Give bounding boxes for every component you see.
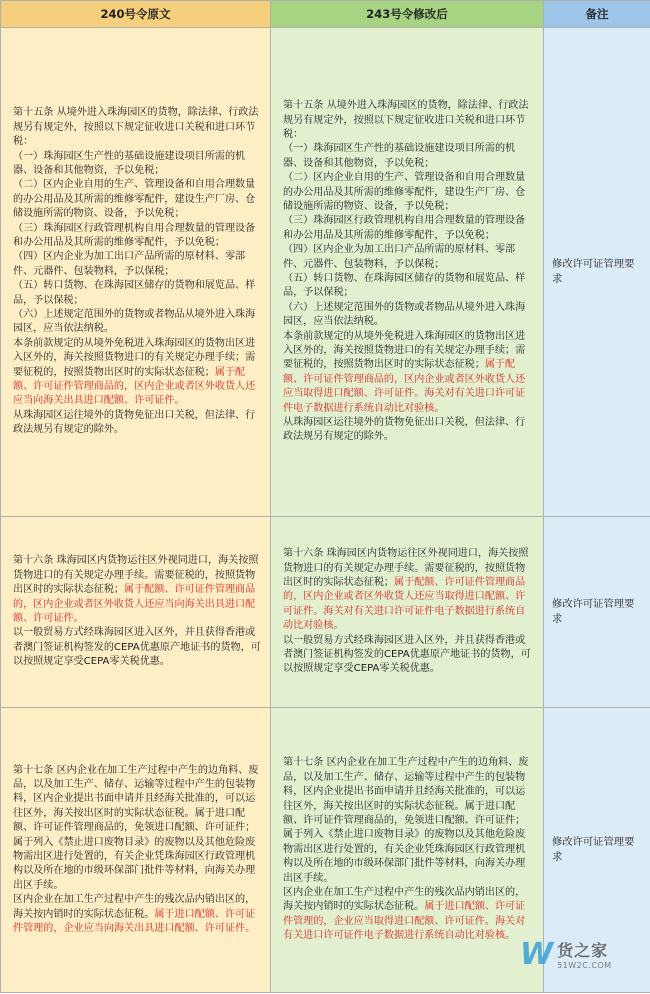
paragraph bbox=[13, 626, 261, 669]
original-text-cell bbox=[1, 28, 271, 517]
highlighted-text: 属于进口配额、许可证件管理的，企业应当取得进口配额、许可证件。海关对有关进口许可证件电子数据进行系统自动比对验核。 bbox=[283, 901, 526, 942]
clause-text: 第十六条 珠海园区内货物运往区外视同进口，海关按照货物进口的有关规定办理手续。需要征税的，按照货物出区时的实际状态征税； bbox=[283, 548, 529, 588]
cell-text bbox=[1, 106, 270, 437]
clause-text: （四）区内企业为加工出口产品所需的原材料、零部件、元器件、包装物料，予以保税； bbox=[13, 251, 246, 277]
clause-text: 区内企业在加工生产过程中产生的残次品内销出区的，海关按内销时的实际状态征税。 bbox=[13, 894, 256, 920]
cell-text bbox=[271, 547, 543, 677]
note-text: 修改许可证管理要求 bbox=[552, 258, 635, 285]
highlighted-text: 属于配额、许可证件管理商品的，区内企业或者区外收货人还应当取得进口配额、许可证件。海关对有关进口许可证件电子数据进行系统自动比对验核。 bbox=[283, 359, 526, 414]
paragraph bbox=[283, 547, 534, 633]
clause-text: （三）珠海园区行政管理机构自用合理数量的管理设备和办公用品及其所需的维修零配件，予以免税； bbox=[13, 222, 256, 248]
modified-text-cell bbox=[271, 28, 544, 517]
highlighted-text: 属于配额、许可证件管理商品的，区内企业或者区外收货人还应当向海关出具进口配额、许可证件。 bbox=[13, 584, 256, 624]
paragraph bbox=[13, 554, 261, 626]
clause-text: 第十七条 区内企业在加工生产过程中产生的边角料、废品，以及加工生产、储存、运输等过程中产生的包装物料，区内企业提出书面申请并且经海关批准的，可以运往区外，海关按出区时的实际状态征税。属于进口配额、许可证件管理商品的，免领进口配额、许可证件；属于列入《禁止进口废物目录》的废物以及其他危险废物需出区进行处置的，有关企业凭珠海园区行政管理机构以及所在地的市级环保部门批件等材料，向海关办理出区手续。 bbox=[283, 757, 529, 884]
paragraph bbox=[13, 308, 261, 337]
clause-text: （二）区内企业自用的生产、管理设备和自用合理数量的办公用品及其所需的维修零配件，建设生产厂房、仓储设施所需的物资、设备，予以免税； bbox=[283, 172, 526, 212]
clause-text: 本条前款规定的从境外免税进入珠海园区的货物出区进入区外的，海关按照货物进口的有关规定办理手续；需要征税的，按照货物出区时的实际状态征税； bbox=[13, 337, 256, 378]
clause-text: 第十五条 从境外进入珠海园区的货物，除法律、行政法规另有规定外，按照以下规定征收进口关税和进口环节税： bbox=[13, 107, 259, 148]
paragraph bbox=[13, 409, 261, 438]
header-modified: 243号令修改后 bbox=[271, 1, 544, 28]
clause-text: （六）上述规定范围外的货物或者物品从境外进入珠海园区，应当依法纳税。 bbox=[13, 309, 256, 335]
clause-text: （二）区内企业自用的生产、管理设备和自用合理数量的办公用品及其所需的维修零配件，建设生产厂房、仓储设施所需的物资、设备，予以免税； bbox=[13, 179, 256, 220]
clause-text: （四）区内企业为加工出口产品所需的原材料、零部件、元器件、包装物料，予以保税； bbox=[283, 244, 516, 270]
paragraph bbox=[283, 171, 534, 214]
clause-text: （六）上述规定范围外的货物或者物品从境外进入珠海园区，应当依法纳税。 bbox=[283, 301, 526, 328]
paragraph bbox=[13, 222, 261, 251]
paragraph bbox=[283, 330, 534, 416]
header-original: 240号令原文 bbox=[1, 1, 271, 28]
original-text-cell bbox=[1, 708, 271, 993]
clause-text: （一）珠海园区生产性的基础设施建设项目所需的机器、设备和其他物资，予以免税； bbox=[13, 150, 246, 176]
logo-name: 货之家 bbox=[557, 941, 609, 960]
clause-text: （五）转口货物、在珠海园区储存的货物和展览品、样品，予以保税； bbox=[283, 273, 526, 299]
table-row bbox=[1, 28, 650, 517]
table-row bbox=[1, 517, 650, 708]
paragraph bbox=[283, 301, 534, 330]
note-text: 修改许可证管理要求 bbox=[552, 598, 635, 625]
paragraph bbox=[283, 243, 534, 272]
highlighted-text: 属于进口配额、许可证件管理的，企业应当向海关出具进口配额、许可证件。 bbox=[13, 908, 256, 935]
clause-text: 第十七条 区内企业在加工生产过程中产生的边角料、废品，以及加工生产、储存、运输等过程中产生的包装物料，区内企业提出书面申请并且经海关批准的，可以运往区外，海关按出区时的实际状态征税。属于进口配额、许可证件管理商品的，免领进口配额、许可证件；属于列入《禁止进口废物目录》的废物以及其他危险废物需出区进行处置的，有关企业凭珠海园区行政管理机构以及所在地的市级环保部门批件等材料，向海关办理出区手续。 bbox=[13, 764, 259, 891]
paragraph bbox=[13, 893, 261, 936]
paragraph bbox=[283, 99, 534, 142]
header-row bbox=[1, 1, 650, 28]
note-cell bbox=[544, 517, 650, 708]
paragraph bbox=[283, 272, 534, 301]
paragraph bbox=[283, 886, 534, 944]
paragraph bbox=[13, 250, 261, 279]
modified-text-cell bbox=[271, 517, 544, 708]
cell-text bbox=[271, 99, 543, 445]
paragraph bbox=[283, 634, 534, 677]
clause-text: （三）珠海园区行政管理机构自用合理数量的管理设备和办公用品及其所需的维修零配件，予以免税； bbox=[283, 215, 526, 241]
paragraph bbox=[13, 178, 261, 221]
cell-text bbox=[271, 756, 543, 943]
paragraph bbox=[283, 416, 534, 445]
original-text-cell bbox=[1, 517, 271, 708]
logo-mark: W bbox=[520, 936, 554, 972]
note-cell bbox=[544, 28, 650, 517]
paragraph bbox=[283, 214, 534, 243]
paragraph bbox=[283, 142, 534, 171]
paragraph bbox=[13, 337, 261, 409]
note-text: 修改许可证管理要求 bbox=[552, 836, 635, 863]
paragraph bbox=[13, 764, 261, 894]
paragraph bbox=[13, 106, 261, 149]
clause-text: 从珠海园区运往境外的货物免征出口关税，但法律、行政法规另有规定的除外。 bbox=[283, 417, 526, 443]
paragraph bbox=[283, 756, 534, 886]
highlighted-text: 属于配额、许可证件管理商品的，区内企业或者区外收货人还应当向海关出具进口配额、许可证件。 bbox=[13, 366, 256, 407]
clause-text: （一）珠海园区生产性的基础设施建设项目所需的机器、设备和其他物资，予以免税； bbox=[283, 143, 516, 169]
clause-text: 第十五条 从境外进入珠海园区的货物，除法律、行政法规另有规定外，按照以下规定征收进口关税和进口环节税： bbox=[283, 100, 529, 140]
clause-text: 本条前款规定的从境外免税进入珠海园区的货物出区进入区外的，海关按照货物进口的有关规定办理手续；需要征税的，按照货物出区时的实际状态征税； bbox=[283, 330, 526, 371]
modified-text-cell bbox=[271, 708, 544, 993]
header-note: 备注 bbox=[544, 1, 650, 28]
logo-url: 51W2C.COM bbox=[557, 961, 612, 970]
paragraph bbox=[13, 150, 261, 179]
paragraph bbox=[13, 279, 261, 308]
clause-text: 以一般贸易方式经珠海园区进入区外，并且获得香港或者澳门签证机构签发的CEPA优惠原产地证书的货物，可以按照规定享受CEPA零关税优惠。 bbox=[283, 634, 531, 675]
clause-text: 区内企业在加工生产过程中产生的残次品内销出区的，海关按内销时的实际状态征税。 bbox=[283, 887, 526, 913]
clause-text: （五）转口货物、在珠海园区储存的货物和展览品、样品，予以保税； bbox=[13, 280, 256, 306]
clause-text: 以一般贸易方式经珠海园区进入区外，并且获得香港或者澳门签证机构签发的CEPA优惠原产地证书的货物，可以按照规定享受CEPA零关税优惠。 bbox=[13, 627, 261, 668]
clause-text: 从珠海园区运往境外的货物免征出口关税，但法律、行政法规另有规定的除外。 bbox=[13, 409, 256, 436]
clause-text: 第十六条 珠海园区内货物运往区外视同进口，海关按照货物进口的有关规定办理手续。需要征税的，按照货物出区时的实际状态征税； bbox=[13, 555, 259, 596]
cell-text bbox=[1, 554, 270, 669]
cell-text bbox=[1, 764, 270, 937]
highlighted-text: 属于配额、许可证件管理商品的，区内企业或者区外收货人还应当取得进口配额、许可证件。海关对有关进口许可证件电子数据进行系统自动比对验核。 bbox=[283, 576, 526, 632]
watermark-logo bbox=[520, 924, 644, 984]
